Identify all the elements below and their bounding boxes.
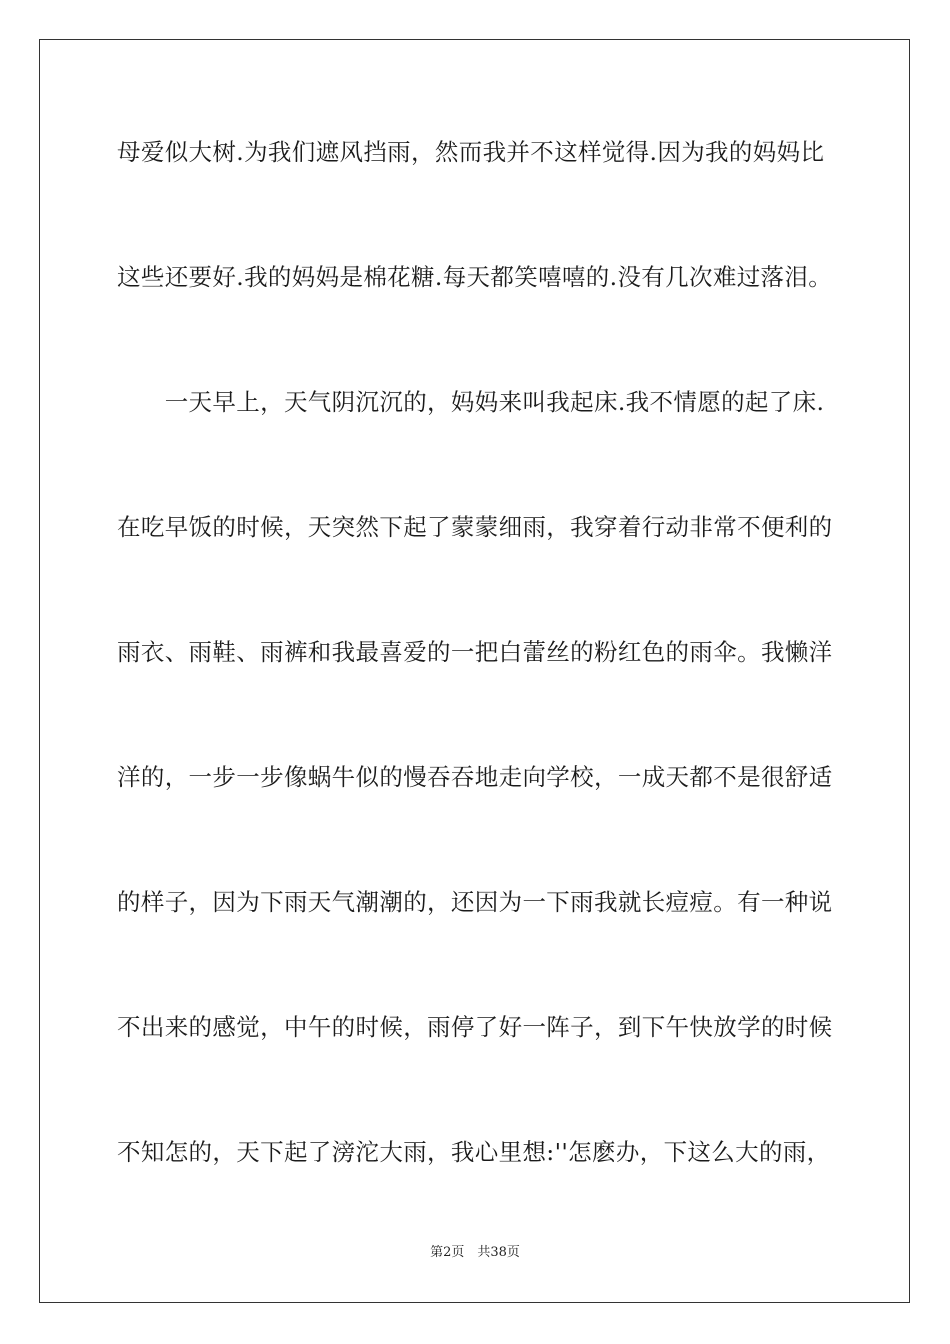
paragraph-line: 不知怎的，天下起了滂沱大雨，我心里想:''怎麽办，下这么大的雨，: [117, 1138, 831, 1166]
page-border: [39, 39, 910, 1303]
paragraph-line: 这些还要好.我的妈妈是棉花糖.每天都笑嘻嘻的.没有几次难过落泪。: [117, 263, 833, 291]
page-number-footer: 第2页 共38页: [430, 1245, 520, 1260]
paragraph-line: 不出来的感觉，中午的时候，雨停了好一阵子，到下午快放学的时候: [117, 1013, 833, 1041]
paragraph-line: 洋的，一步一步像蜗牛似的慢吞吞地走向学校，一成天都不是很舒适: [117, 763, 833, 791]
paragraph-line: 一天早上，天气阴沉沉的，妈妈来叫我起床.我不情愿的起了床.: [117, 388, 825, 416]
paragraph-line: 母爱似大树.为我们遮风挡雨，然而我并不这样觉得.因为我的妈妈比: [117, 138, 825, 166]
paragraph-line: 的样子，因为下雨天气潮潮的，还因为一下雨我就长痘痘。有一种说: [117, 888, 833, 916]
paragraph-line: 在吃早饭的时候，天突然下起了蒙蒙细雨，我穿着行动非常不便利的: [117, 513, 833, 541]
paragraph-line: 雨衣、雨鞋、雨裤和我最喜爱的一把白蕾丝的粉红色的雨伞。我懒洋: [117, 638, 833, 666]
